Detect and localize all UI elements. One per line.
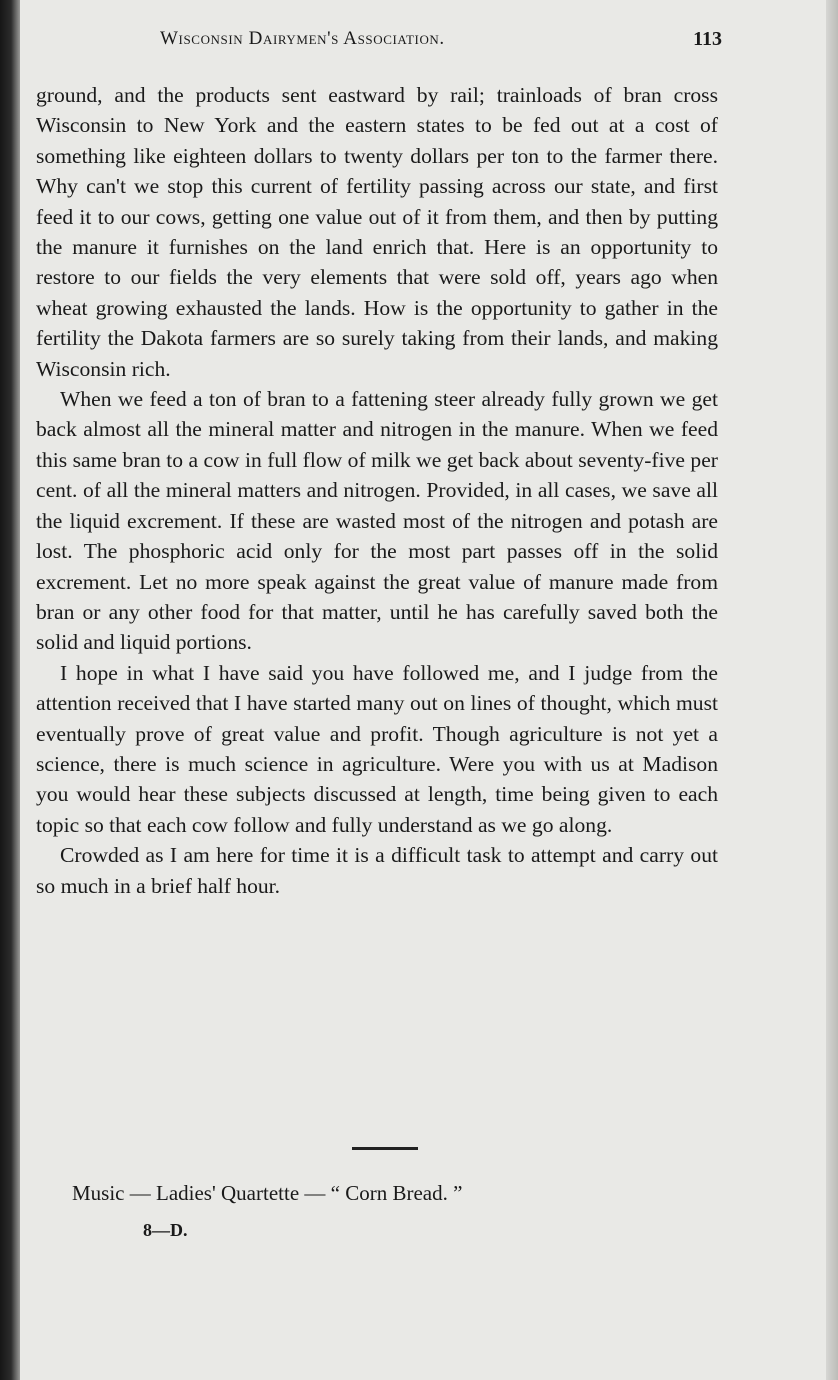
paragraph-4: Crowded as I am here for time it is a difficult task to attempt and carry out so much in a brief half hour. [36, 843, 718, 898]
paragraph-2: When we feed a ton of bran to a fattening steer already fully grown we get back almost all the mineral matter and nitrogen in the manure. When we feed this same bran to a cow in full flow of milk we get back about seventy-five per cent. of all the mineral matters and nitrogen. Provided, in all cases, we save all the liquid excrement. If these are wasted most of the nitrogen and potash are lost. The phosphoric acid only for the most part passes off in the solid excrement. Let no more speak against the great value of manure made from bran or any other food for that matter, until he has carefully saved both the solid and liquid portions. [36, 387, 718, 655]
signature-mark: 8—D. [143, 1220, 188, 1240]
scan-left-edge [0, 0, 20, 1380]
body-text [36, 80, 718, 901]
section-divider [352, 1147, 418, 1150]
paragraph-1: ground, and the products sent eastward by rail; trainloads of bran cross Wisconsin to New York and the eastern states to be fed out at a cost of something like eighteen dollars to twenty dollars per ton to the farmer there. Why can't we stop this current of fertility passing across our state, and first feed it to our cows, getting one value out of it from them, and then by putting the manure it furnishes on the land enrich that. Here is an opportunity to restore to our fields the very elements that were sold off, years ago when wheat growing exhausted the lands. How is the opportunity to gather in the fertility the Dakota farmers are so surely taking from their lands, and making Wisconsin rich. [36, 83, 718, 381]
running-title: Wisconsin Dairymen's Association. [160, 28, 445, 49]
paragraph-3: I hope in what I have said you have followed me, and I judge from the attention received that I have started many out on lines of thought, which must eventually prove of great value and profit. Though agriculture is not yet a science, there is much science in agriculture. Were you with us at Madison you would hear these subjects discussed at length, time being given to each topic so that each cow follow and fully understand as we go along. [36, 660, 718, 837]
page-number: 113 [693, 28, 722, 50]
music-line: Music — Ladies' Quartette — “ Corn Bread. ” [72, 1181, 463, 1205]
page-header [36, 28, 728, 58]
scan-right-edge [826, 0, 838, 1380]
